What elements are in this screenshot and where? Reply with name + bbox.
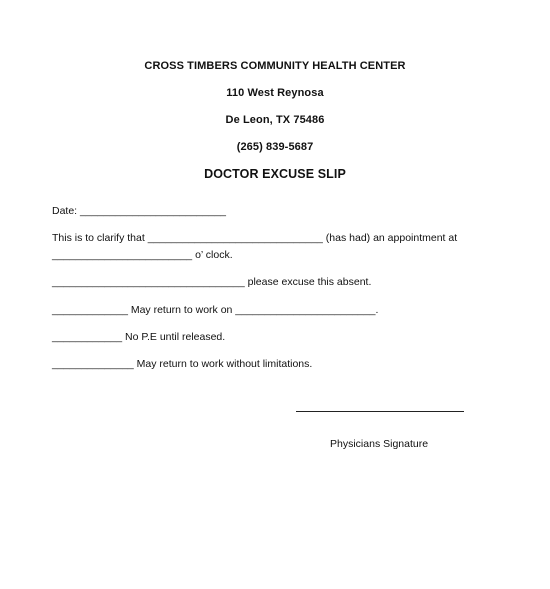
excuse-line: _________________________________ please excuse this absent. — [52, 276, 372, 288]
address-line: 110 West Reynosa — [226, 87, 324, 99]
date-field-line: Date: _________________________ — [52, 205, 227, 217]
clarify-line-1: This is to clarify that ______________________________ (has had) an appointment at — [52, 232, 458, 244]
phone-line: (265) 839-5687 — [236, 141, 314, 153]
no-pe-line: ____________ No P.E until released. — [52, 331, 226, 343]
return-no-limit-line: ______________ May return to work without limitations. — [52, 358, 313, 370]
clarify-line-2: ________________________ o’ clock. — [52, 249, 233, 261]
signature-line — [296, 411, 464, 412]
signature-label: Physicians Signature — [330, 438, 429, 450]
city-line: De Leon, TX 75486 — [225, 114, 325, 126]
document-title: DOCTOR EXCUSE SLIP — [204, 167, 346, 181]
return-on-line: _____________ May return to work on ________________________. — [52, 304, 379, 316]
organization-name: CROSS TIMBERS COMMUNITY HEALTH CENTER — [144, 60, 406, 72]
